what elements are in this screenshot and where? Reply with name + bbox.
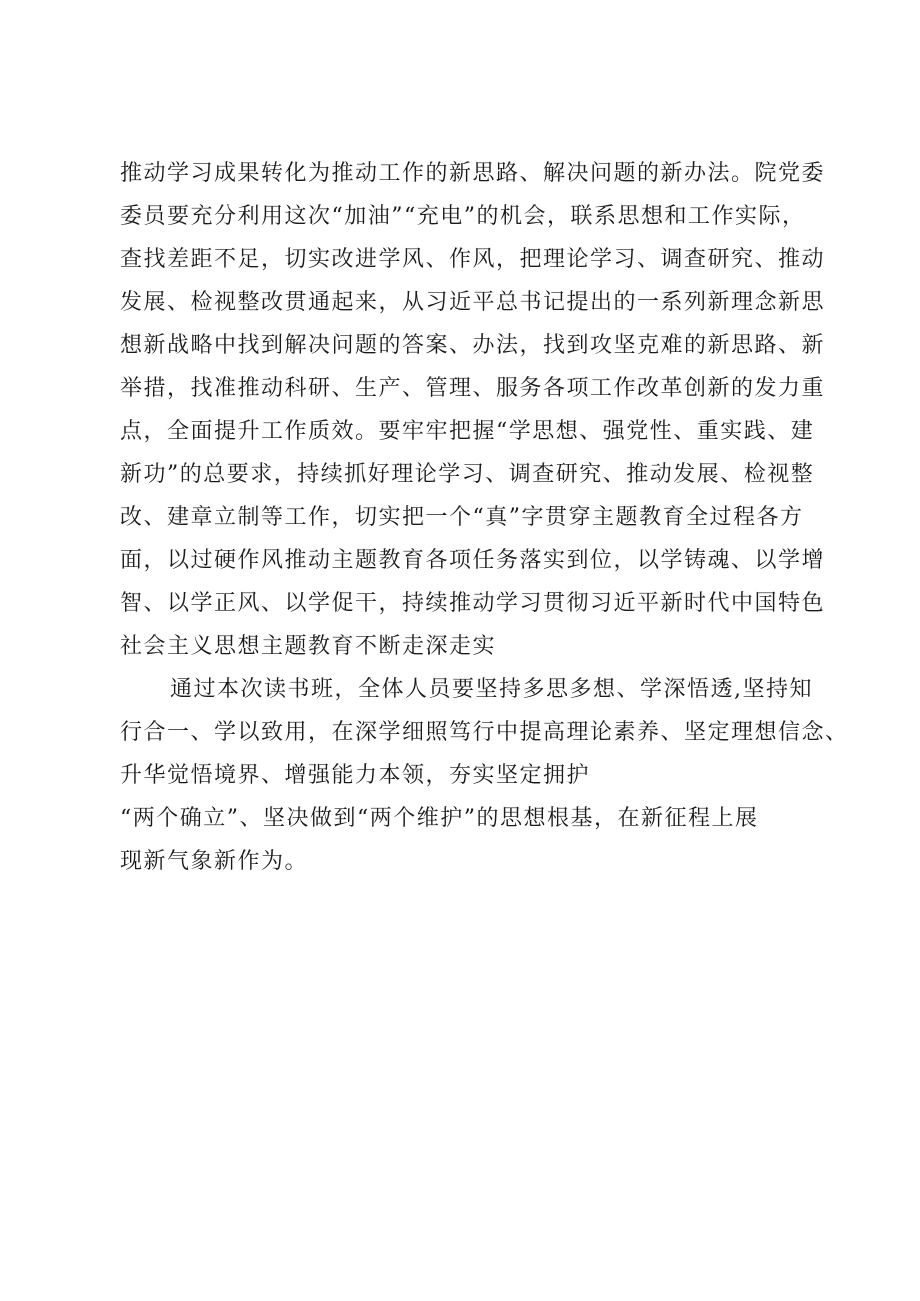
text-line-8: 新功”的总要求，持续抓好理论学习、调查研究、推动发展、检视整: [120, 462, 815, 487]
text-line-4: 发展、检视整改贯通起来，从习近平总书记提出的一系列新理念新思: [120, 290, 826, 315]
text-line-10: 面，以过硬作风推动主题教育各项任务落实到位，以学铸魂、以学增: [120, 548, 826, 573]
text-line-2: 委员要充分利用这次“加油”“充电”的机会，联系思想和工作实际，: [120, 204, 806, 229]
text-line-9: 改、建章立制等工作，切实把一个“真”字贯穿主题教育全过程各方: [120, 505, 804, 530]
text-line-7: 点，全面提升工作质效。要牢牢把握“学思想、强党性、重实践、建: [120, 419, 815, 444]
text-line-12: 社会主义思想主题教育不断走深走实: [120, 634, 497, 659]
text-line-13: 通过本次读书班，全体人员要坚持多思多想、学深悟透,坚持知: [170, 677, 813, 702]
text-line-17: 现新气象新作为。: [120, 849, 309, 874]
text-line-11: 智、以学正风、以学促干，持续推动学习贯彻习近平新时代中国特色: [120, 591, 826, 616]
text-line-6: 举措，找准推动科研、生产、管理、服务各项工作改革创新的发力重: [120, 376, 826, 401]
text-line-14: 行合一、学以致用，在深学细照笃行中提高理论素养、坚定理想信念、: [120, 720, 849, 745]
text-line-16: “两个确立”、坚决做到“两个维护”的思想根基，在新征程上展: [120, 806, 759, 831]
text-line-15: 升华觉悟境界、增强能力本领，夯实坚定拥护: [120, 763, 591, 788]
text-line-5: 想新战略中找到解决问题的答案、办法，找到攻坚克难的新思路、新: [120, 333, 826, 358]
text-line-3: 查找差距不足，切实改进学风、作风，把理论学习、调查研究、推动: [120, 247, 826, 272]
text-line-1: 推动学习成果转化为推动工作的新思路、解决问题的新办法。院党委: [120, 161, 826, 186]
